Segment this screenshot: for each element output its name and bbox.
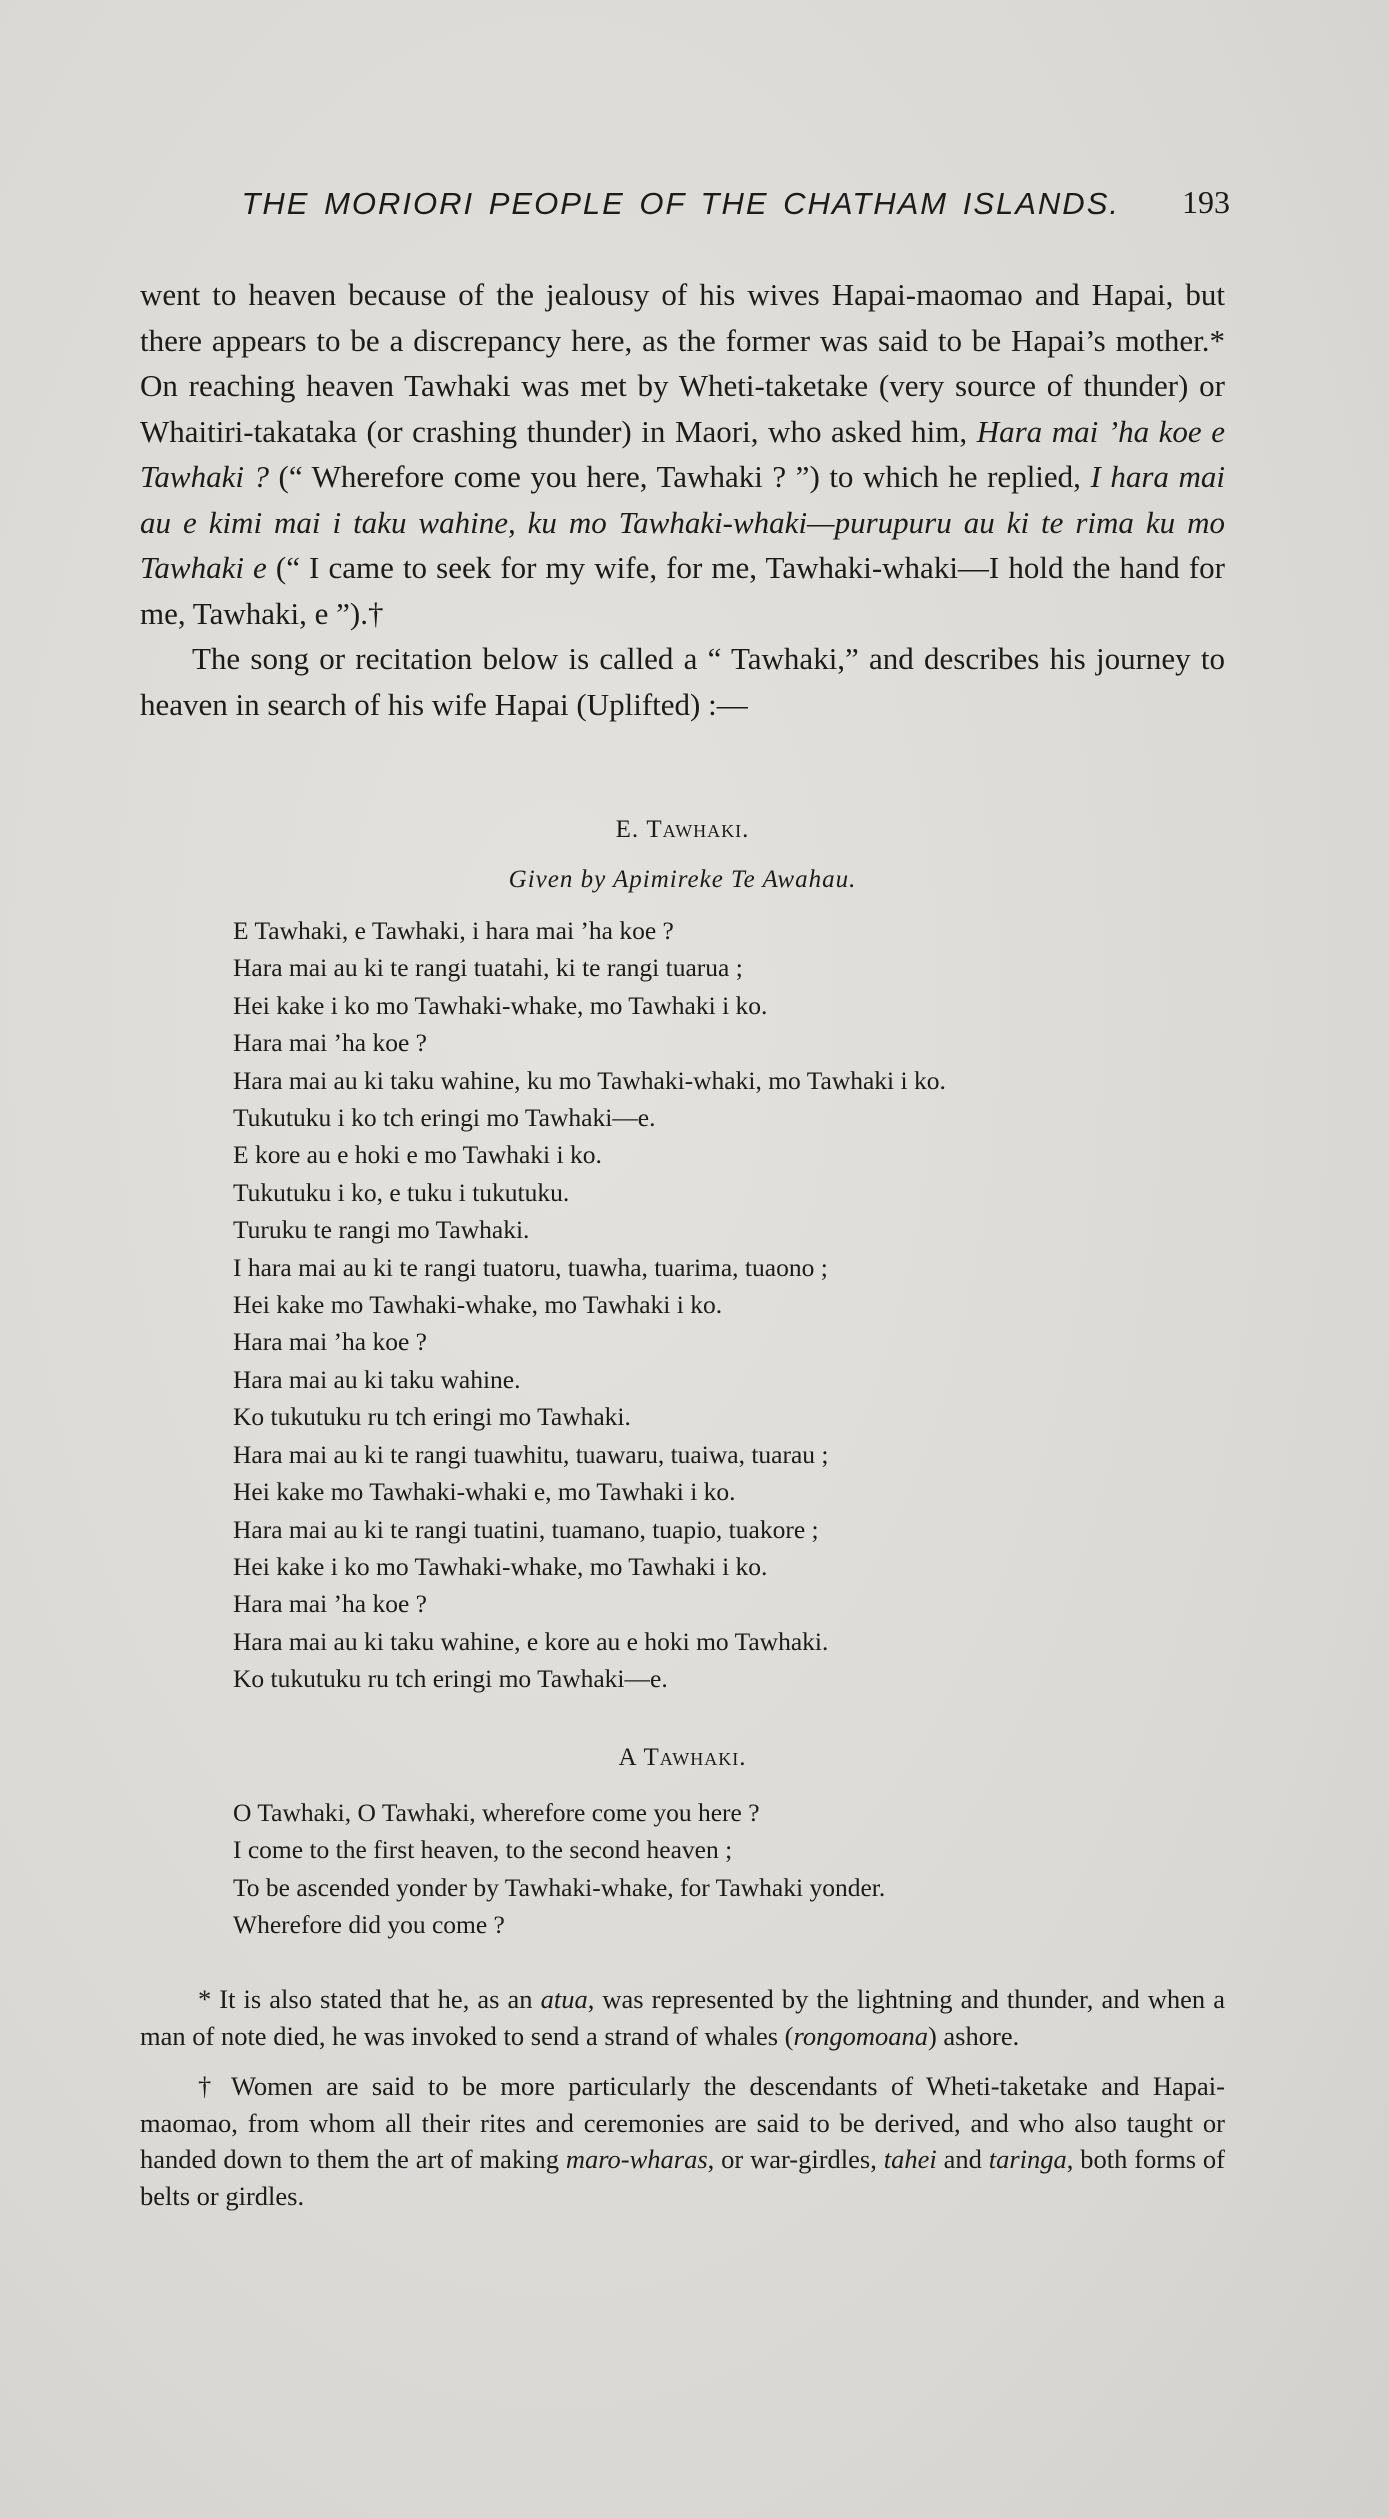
page-number: 193 (1182, 184, 1230, 220)
verse-line: Hei kake i ko mo Tawhaki-whake, mo Tawhaki i ko. (233, 990, 768, 1020)
footnote-1-text-b: , was represented by the lightning and thunder, and when a man of note died, he was invoked to send a strand of whales ( (140, 1984, 1225, 2051)
paragraph-1-maori-question: Hara mai ’ha koe e Tawhaki ? (140, 413, 1225, 494)
paragraph-1-text-b: (“ Wherefore come you here, Tawhaki ? ”) to which he replied, (269, 459, 1091, 494)
footnote-1-text-c: ) ashore. (927, 2020, 1020, 2051)
verse-line: Ko tukutuku ru tch eringi mo Tawhaki. (233, 1402, 631, 1432)
footnote-2-text-d: , both forms of belts or girdles. (140, 2144, 1225, 2211)
footnote-1-text-a: * It is also stated that he, as an (198, 1984, 541, 2014)
footnote-1 (140, 1981, 1225, 2054)
paragraph-1-text-c: (“ I came to seek for my wife, for me, Tawhaki-whaki—I hold the hand for me, Tawhaki, e ”).† (140, 550, 1225, 631)
verse-line: I come to the first heaven, to the second heaven ; (233, 1835, 733, 1865)
footnote-2 (140, 2068, 1225, 2214)
verse-line: I hara mai au ki te rangi tuatoru, tuawha, tuarima, tuaono ; (233, 1252, 828, 1282)
footnote-2-text-b: , or war-girdles, (707, 2144, 884, 2174)
verse-line: Hara mai au ki te rangi tuawhitu, tuawaru, tuaiwa, tuarau ; (233, 1439, 829, 1469)
footnote-1-italic-a: atua (540, 1984, 588, 2014)
song-1-attribution: Given by Apimireke Te Awahau. (508, 866, 857, 893)
verse-line: Hei kake i ko mo Tawhaki-whake, mo Tawhaki i ko. (233, 1551, 768, 1581)
verse-line: Wherefore did you come ? (233, 1910, 505, 1940)
footnotes (140, 1981, 1225, 2228)
verse-line: Hara mai ’ha koe ? (233, 1327, 427, 1357)
verse-line: Hara mai au ki te rangi tuatini, tuamano, tuapio, tuakore ; (233, 1514, 819, 1544)
footnote-2-text-c: and (936, 2144, 989, 2174)
verse-line: O Tawhaki, O Tawhaki, wherefore come you here ? (233, 1798, 760, 1827)
song-1-heading-title: Tawhaki. (646, 816, 750, 843)
verse-line: Hara mai au ki taku wahine, e kore au e hoki mo Tawhaki. (233, 1626, 829, 1656)
verse-line: Tukutuku i ko tch eringi mo Tawhaki—e. (233, 1103, 656, 1133)
verse-line: Hei kake mo Tawhaki-whake, mo Tawhaki i ko. (233, 1290, 723, 1320)
footnote-2-italic-c: taringa (988, 2144, 1067, 2174)
verse-line: Hei kake mo Tawhaki-whaki e, mo Tawhaki i ko. (233, 1477, 736, 1507)
verse-line: E kore au e hoki e mo Tawhaki i ko. (233, 1140, 602, 1170)
paragraph-1-text-a: went to heaven because of the jealousy of his wives Hapai-maomao and Hapai, but there appears to be a discrepancy here, as the former was said to be Hapai’s mother.* On reaching heaven Tawhaki was met by Wheti-taketake (very source of thunder) or Whaitiri-takataka (or crashing thunder) in Maori, who asked him, (140, 277, 1225, 449)
body-text (140, 272, 1225, 727)
song-2-verse (233, 1794, 1233, 1944)
song-2-heading-prefix: A (618, 1744, 644, 1771)
verse-line: Hara mai au ki te rangi tuatahi, ki te rangi tuarua ; (233, 953, 743, 983)
song-1-verse (233, 912, 1233, 1698)
footnote-2-italic-b: tahei (883, 2144, 937, 2174)
footnote-2-italic-a: maro-wharas (565, 2144, 708, 2174)
verse-line: To be ascended yonder by Tawhaki-whake, for Tawhaki yonder. (233, 1872, 886, 1902)
verse-line: Ko tukutuku ru tch eringi mo Tawhaki—e. (233, 1664, 668, 1694)
verse-line: Turuku te rangi mo Tawhaki. (233, 1215, 530, 1245)
verse-line: Hara mai au ki taku wahine, ku mo Tawhaki-whaki, mo Tawhaki i ko. (233, 1065, 946, 1095)
verse-line: Hara mai ’ha koe ? (233, 1589, 427, 1619)
paragraph-1-maori-reply: I hara mai au e kimi mai i taku wahine, ku mo Tawhaki-whaki—purupuru au ki te rima ku mo Tawhaki e (140, 459, 1225, 585)
footnote-2-text-a: † Women are said to be more particularly the descendants of Wheti-taketake and Hapai-maomao, from whom all their rites and ceremonies are said to be derived, and who also taught or handed down to them the art of making (140, 2071, 1225, 2174)
song-2-heading-title: Tawhaki. (643, 1744, 747, 1771)
running-header (140, 186, 1230, 236)
song-1-heading-prefix: E. (615, 816, 647, 843)
song-2-heading (140, 1744, 1225, 1772)
verse-line: Hara mai ’ha koe ? (233, 1028, 427, 1058)
running-title: THE MORIORI PEOPLE OF THE CHATHAM ISLANDS. (241, 186, 1120, 221)
paragraph-1 (140, 272, 1225, 636)
verse-line: Hara mai au ki taku wahine. (233, 1364, 521, 1394)
verse-line: Tukutuku i ko, e tuku i tukutuku. (233, 1177, 570, 1207)
footnote-1-italic-b: rongomoana (793, 2020, 928, 2051)
song-1-heading (140, 816, 1225, 844)
paragraph-2: The song or recitation below is called a “ Tawhaki,” and describes his journey to heaven in search of his wife Hapai (Uplifted) :— (140, 641, 1225, 722)
verse-line: E Tawhaki, e Tawhaki, i hara mai ’ha koe ? (233, 916, 674, 945)
